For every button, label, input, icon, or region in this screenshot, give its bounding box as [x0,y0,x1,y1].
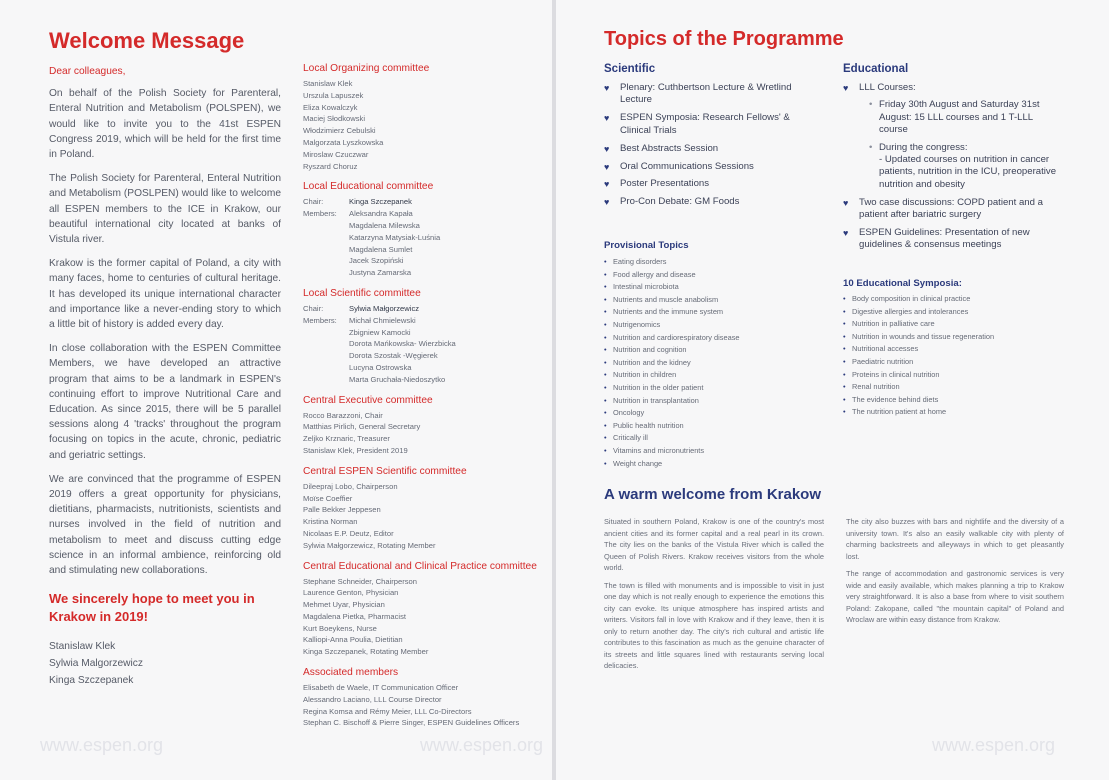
member: Mehmet Uyar, Physician [303,600,385,610]
member: Dorota Szostak -Węgierek [349,351,438,361]
welcome-paragraph: On behalf of the Polish Society for Parenteral, Enteral Nutrition and Metabolism (POLSPEN), we would like to invite you to the 41st ESPEN Congress 2019, which will be held for the first time in Poland. [49,88,281,161]
list-item: • Nutritional accesses [843,343,994,356]
chair-row [303,196,543,208]
item-text: Pro-Con Debate: GM Foods [620,196,740,208]
krakow-heading: A warm welcome from Krakow [604,486,822,503]
signer: Stanislaw Klek [49,641,116,653]
item-text: During the congress: [879,141,968,153]
member: Katarzyna Matysiak-Luśnia [349,232,441,242]
role-label: Chair: [303,303,324,313]
member: Zeljko Krznaric, Treasurer [303,434,390,444]
krakow-column-1 [604,516,824,678]
members-row [303,255,543,267]
scientific-list [604,82,814,214]
watermark: www.espen.org [420,735,544,755]
heart-bullet-icon: ♥ [604,143,610,154]
committee-heading: Local Scientific committee [303,287,421,299]
symposia-heading: 10 Educational Symposia: [843,278,962,289]
member: Moïse Coeffier [303,493,353,503]
list-item: • Renal nutrition [843,381,994,394]
krakow-paragraph: Situated in southern Poland, Krakow is one of the country's most ancient cities and its former capital and a real pearl in its crown. The city lies on the banks of the Vistula River which is called the Queen of Polish Rivers. Krakow receives visitors from the whole world. [604,517,824,572]
role-label: Chair: [303,197,324,207]
member: Kalliopi-Anna Poulia, Dietitian [303,635,403,645]
list-item: • Eating disorders [604,256,740,269]
heart-bullet-icon: ♥ [604,113,610,124]
member: Kinga Szczepanek, Rotating Member [303,647,429,657]
members-row [303,220,543,232]
committee-members [303,196,543,279]
list-item [604,161,814,173]
member: Jacek Szopiński [349,256,404,266]
list-item: • Vitamins and micronutrients [604,445,740,458]
member: Matthias Pirlich, General Secretary [303,422,421,432]
member: Rocco Barazzoni, Chair [303,410,383,420]
heart-bullet-icon: ♥ [843,197,849,208]
list-item: • Proteins in clinical nutrition [843,369,994,382]
welcome-paragraph: The Polish Society for Parenteral, Enteral Nutrition and Metabolism (POSLPEN) would like to welcome all ESPEN members to the ICE in Krakow, our beautiful international city located at banks of Vistula river. [49,173,281,246]
item-text: Oral Communications Sessions [620,160,754,172]
list-item: • Body composition in clinical practice [843,293,994,306]
heart-bullet-icon: ♥ [604,197,610,208]
list-item: • Food allergy and disease [604,269,740,282]
krakow-paragraph: The town is filled with monuments and is impossible to visit in just one day which is not really enough to experience the emotions this city can evoke. Its unique atmosphere has inspired artists and writers. Visitors fall in love with Krakow and if they leave, then it is only to return another day. The city's rich cultural and artistic life contributes to this fascination as much as the genuine character of its streets and little squares lined with restaurants serving local delicacies. [604,580,824,670]
member: Ryszard Choruz [303,161,358,171]
member: Magdalena Pietka, Pharmacist [303,611,406,621]
member: Dileepraj Lobo, Chairperson [303,481,398,491]
greeting: Dear colleagues, [49,66,126,77]
list-item: • Nutrition in children [604,369,740,382]
watermark: www.espen.org [40,735,164,755]
list-item: • Nutrients and the immune system [604,306,740,319]
krakow-paragraph: The city also buzzes with bars and nightlife and the diversity of a university town. It's also an easily walkable city with plenty of charming backstreets and alleyways in which to get pleasantly lost. [846,517,1064,561]
heart-bullet-icon: ♥ [604,83,610,93]
provisional-heading: Provisional Topics [604,240,689,251]
welcome-message [49,64,281,689]
item-text: ESPEN Guidelines: Presentation of new guidelines & consensus meetings [859,227,1030,251]
member: Regina Komsa and Rémy Meier, LLL Co-Directors [303,706,472,716]
topics-title: Topics of the Programme [604,28,844,50]
provisional-list [604,256,740,470]
members-row [303,327,543,339]
bullet-icon: • [869,99,873,111]
member: Stanislaw Klek, President 2019 [303,445,408,455]
member: Zbigniew Kamocki [349,327,411,337]
member: Urszula Lapuszek [303,90,364,100]
members-row [303,244,543,256]
member: Dorota Mańkowska- Wierzbicka [349,339,456,349]
committee-members [303,410,543,457]
list-item: • Nutrition and the kidney [604,357,740,370]
list-item: • Nutrition and cognition [604,344,740,357]
members-row [303,208,543,220]
sub-item-detail: - Updated courses on nutrition in cancer patients, nutrition in the ICU, preoperative nutrition and obesity [879,154,1057,190]
signers [49,638,281,689]
heart-bullet-icon: ♥ [843,228,849,239]
chair-row [303,303,543,315]
chair-name: Sylwia Małgorzewicz [349,303,420,313]
member: Elisabeth de Waele, IT Communication Officer [303,683,459,693]
list-item: • Nutrigenomics [604,319,740,332]
members-row [303,232,543,244]
sub-item [869,142,1063,192]
list-item [843,82,1063,191]
member: Michał Chmielewski [349,315,416,325]
member: Aleksandra Kapała [349,209,413,219]
list-item: • Nutrition in the older patient [604,382,740,395]
committee-heading: Central Executive committee [303,394,433,406]
member: Laurence Genton, Physician [303,588,399,598]
list-item [604,82,814,107]
scientific-heading: Scientific [604,63,656,75]
watermark: www.espen.org [932,735,1056,755]
committees-column [303,62,543,737]
committee-heading: Central Educational and Clinical Practice committee [303,560,537,572]
list-item: • The evidence behind diets [843,394,994,407]
committee-members [303,481,543,552]
heart-bullet-icon: ♥ [843,83,849,93]
member: Sylwia Małgorzewicz, Rotating Member [303,540,436,550]
list-item: • Nutrition and cardiorespiratory disease [604,332,740,345]
chair-name: Kinga Szczepanek [349,197,412,207]
list-item: • Nutrients and muscle anabolism [604,294,740,307]
committee-members [303,303,543,386]
role-label: Members: [303,315,337,325]
committee-members [303,682,543,729]
bullet-icon: • [869,141,873,153]
list-item: • Public health nutrition [604,420,740,433]
member: Stephane Schneider, Chairperson [303,576,417,586]
list-item [604,196,814,208]
member: Malgorzata Lyszkowska [303,137,384,147]
member: Eliza Kowalczyk [303,102,358,112]
heart-bullet-icon: ♥ [604,179,610,190]
committee-heading: Central ESPEN Scientific committee [303,465,467,477]
committee-heading: Associated members [303,667,399,679]
welcome-paragraph: In close collaboration with the ESPEN Committee Members, we have developed an attractive program that aims to be a landmark in ESPEN's continuing effort to improve Nutritional Care and Education. As since 2015, there will be 5 parallel sessions along 4 'tracks' throughout the program focusing on topics in the acute, chronic, pediatric and geriatric settings. [49,343,281,461]
committee-members [303,576,543,659]
krakow-paragraph: The range of accommodation and gastronomic services is very wide and easily available, which makes planning a trip to Krakow very straightforward. It is also a base from where to visit southern Poland: Zakopane, called "the mountain capital" of Poland and Wroclaw are within easy distance from Krakow. [846,569,1064,624]
members-row [303,315,543,327]
welcome-title: Welcome Message [49,28,245,53]
member: Maciej Słodkowski [303,114,366,124]
list-item: • Nutrition in palliative care [843,318,994,331]
member: Kurt Boeykens, Nurse [303,623,377,633]
member: Stanislaw Klek [303,79,353,88]
welcome-paragraph: We are convinced that the programme of ESPEN 2019 offers a great opportunity for physicians, dietitians, pharmacists, nutritionists, scientists and nurses involved in the field of nutrition and metabolism to meet and discuss cutting edge science in an informal ambience, reinforcing old and stimulating new collaborations. [49,473,281,577]
members-row [303,362,543,374]
krakow-column-2 [846,516,1064,632]
list-item: • Nutrition in transplantation [604,395,740,408]
list-item: • Weight change [604,458,740,471]
list-item [604,178,814,190]
committee-heading: Local Organizing committee [303,63,430,74]
item-text: Poster Presentations [620,178,710,190]
members-row [303,374,543,386]
list-item: • Digestive allergies and intolerances [843,306,994,319]
list-item: • Nutrition in wounds and tissue regeneration [843,331,994,344]
member: Włodzimierz Cebulski [303,126,376,136]
member: Magdalena Milewska [349,220,420,230]
heart-bullet-icon: ♥ [604,161,610,172]
list-item [843,197,1063,222]
list-item: • Paediatric nutrition [843,356,994,369]
welcome-paragraph: Krakow is the former capital of Poland, a city with many faces, home to centuries of cultural heritage. It has developed its unique international character and importance like a never-ending story to which a little bit of history is added every day. [49,258,281,331]
item-text: ESPEN Symposia: Research Fellows' & Clinical Trials [620,112,790,136]
member: Justyna Zamarska [349,268,412,278]
member: Lucyna Ostrowska [349,362,412,372]
sub-item [869,99,1063,136]
list-item [843,227,1063,252]
hope-heading: We sincerely hope to meet you in Krakow in 2019! [49,591,255,625]
list-item: • Intestinal microbiota [604,281,740,294]
member: Kristina Norman [303,517,358,527]
list-item [604,143,814,155]
right-page [556,0,1109,780]
committee-members [303,78,543,172]
educational-heading: Educational [843,63,909,75]
item-text: Best Abstracts Session [620,142,719,154]
item-text: Plenary: Cuthbertson Lecture & Wretlind Lecture [620,82,792,106]
list-item: • Critically ill [604,432,740,445]
item-text: LLL Courses: [859,82,916,93]
list-item: • The nutrition patient at home [843,406,994,419]
member: Stephan C. Bischoff & Pierre Singer, ESPEN Guidelines Officers [303,718,520,728]
list-item: • Oncology [604,407,740,420]
list-item [604,112,814,137]
member: Miroslaw Czuczwar [303,149,369,159]
symposia-list [843,293,994,419]
item-text: Two case discussions: COPD patient and a patient after bariatric surgery [859,196,1043,221]
member: Alessandro Laciano, LLL Course Director [303,694,442,704]
signer: Sylwia Malgorzewicz [49,658,143,670]
left-page [0,0,552,780]
member: Magdalena Sumlet [349,244,413,254]
committee-heading: Local Educational committee [303,181,434,193]
member: Marta Gruchała-Niedoszytko [349,374,446,384]
members-row [303,350,543,362]
role-label: Members: [303,209,337,219]
signer: Kinga Szczepanek [49,675,134,687]
members-row [303,267,543,279]
member: Nicolaas E.P. Deutz, Editor [303,528,394,538]
educational-list [843,82,1063,257]
item-text: Friday 30th August and Saturday 31st August: 15 LLL courses and 1 T-LLL course [879,99,1040,136]
members-row [303,338,543,350]
member: Palle Bekker Jeppesen [303,505,381,515]
